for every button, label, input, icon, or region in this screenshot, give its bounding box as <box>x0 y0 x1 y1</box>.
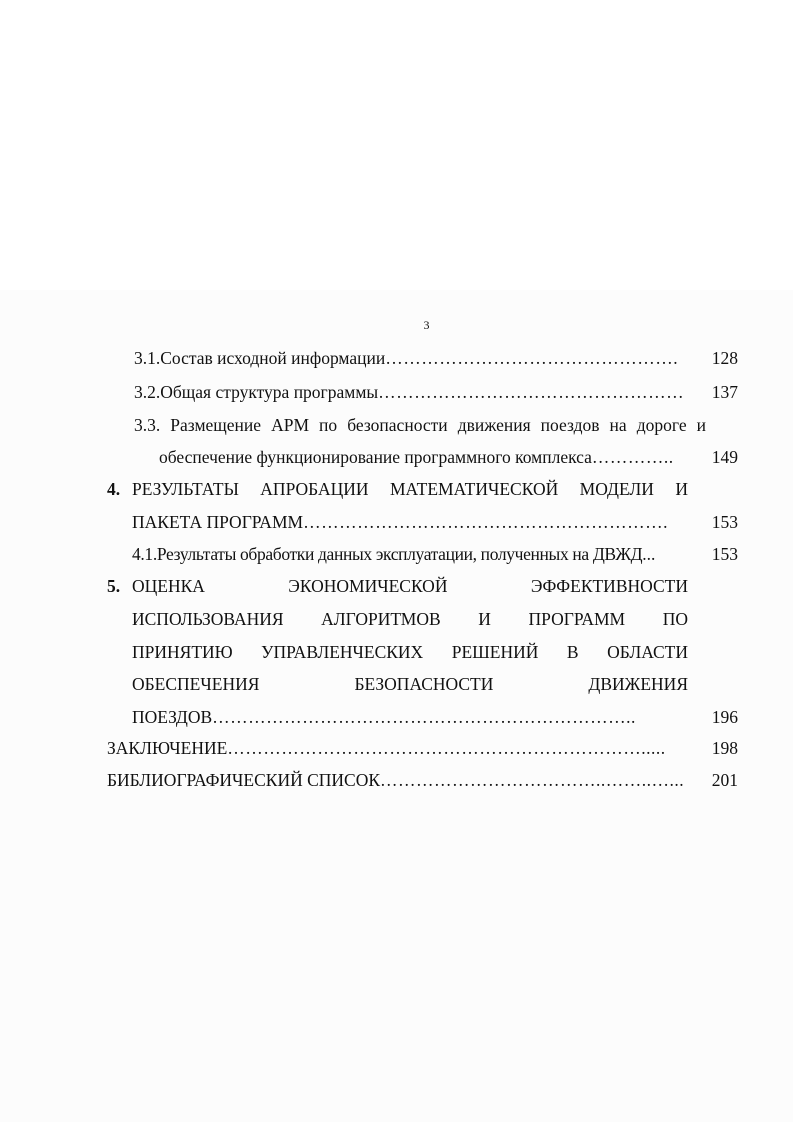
toc-entry-3-3-line-2 <box>159 442 738 472</box>
toc-leader-dots: ………….. <box>591 447 674 467</box>
toc-entry-title: ЗАКЛЮЧЕНИЕ <box>107 738 228 758</box>
toc-section-number-4: 4. <box>107 479 121 499</box>
toc-entry-title: 3.1.Состав исходной информации <box>134 348 386 368</box>
toc-page-number: 153 <box>711 512 738 532</box>
toc-page-number: 153 <box>711 544 738 564</box>
toc-entry-4-line-2 <box>132 507 738 537</box>
page-number: 3 <box>423 318 430 332</box>
toc-entry-3-1 <box>134 343 738 373</box>
toc-page-number: 198 <box>711 738 738 758</box>
toc-page-number: 149 <box>711 447 738 467</box>
toc-entry-title: 4.1.Результаты обработки данных эксплуатации, полученных на ДВЖД <box>132 544 643 564</box>
toc-entry-5-line-3: ПРИНЯТИЮ УПРАВЛЕНЧЕСКИХ РЕШЕНИЙ В ОБЛАСТИ <box>132 642 688 662</box>
toc-leader-dots: …………………………………………. <box>385 348 679 368</box>
toc-page-number: 137 <box>711 382 738 402</box>
toc-page-number: 201 <box>711 770 738 790</box>
toc-leader-dots: ……………………………………………………………..... <box>227 738 666 758</box>
toc-section-number-5: 5. <box>107 576 121 596</box>
toc-leader-dots: ... <box>642 544 656 564</box>
toc-entry-conclusion <box>107 733 738 763</box>
toc-entry-4-line-1: РЕЗУЛЬТАТЫ АПРОБАЦИИ МАТЕМАТИЧЕСКОЙ МОДЕЛИ И <box>132 479 688 499</box>
toc-entry-title: БИБЛИОГРАФИЧЕСКИЙ СПИСОК <box>107 770 381 790</box>
toc-leader-dots: ……………………………………………………. <box>303 512 668 532</box>
toc-leader-dots: ………………………………..……..…... <box>380 770 685 790</box>
toc-entry-bibliography <box>107 765 738 795</box>
toc-entry-title: обеспечение функционирование программного комплекса <box>159 447 592 467</box>
toc-page-number: 128 <box>711 348 738 368</box>
toc-entry-title: 3.2.Общая структура программы <box>134 382 379 402</box>
toc-entry-5-line-4: ОБЕСПЕЧЕНИЯ БЕЗОПАСНОСТИ ДВИЖЕНИЯ <box>132 674 688 694</box>
toc-page-number: 196 <box>711 707 738 727</box>
toc-entry-5-line-2: ИСПОЛЬЗОВАНИЯ АЛГОРИТМОВ И ПРОГРАММ ПО <box>132 609 688 629</box>
toc-entry-title: ПАКЕТА ПРОГРАММ <box>132 512 304 532</box>
toc-leader-dots: …………………………………………………………….. <box>212 707 636 727</box>
toc-entry-5-line-1: ОЦЕНКА ЭКОНОМИЧЕСКОЙ ЭФФЕКТИВНОСТИ <box>132 576 688 596</box>
toc-entry-3-2 <box>134 377 738 407</box>
toc-entry-4-1 <box>132 539 738 569</box>
toc-leader-dots: …………………………………………… <box>378 382 685 402</box>
toc-entry-title: ПОЕЗДОВ <box>132 707 213 727</box>
toc-entry-5-line-5 <box>132 702 738 732</box>
toc-entry-3-3-line-1: 3.3. Размещение АРМ по безопасности движения поездов на дороге и <box>134 415 706 435</box>
